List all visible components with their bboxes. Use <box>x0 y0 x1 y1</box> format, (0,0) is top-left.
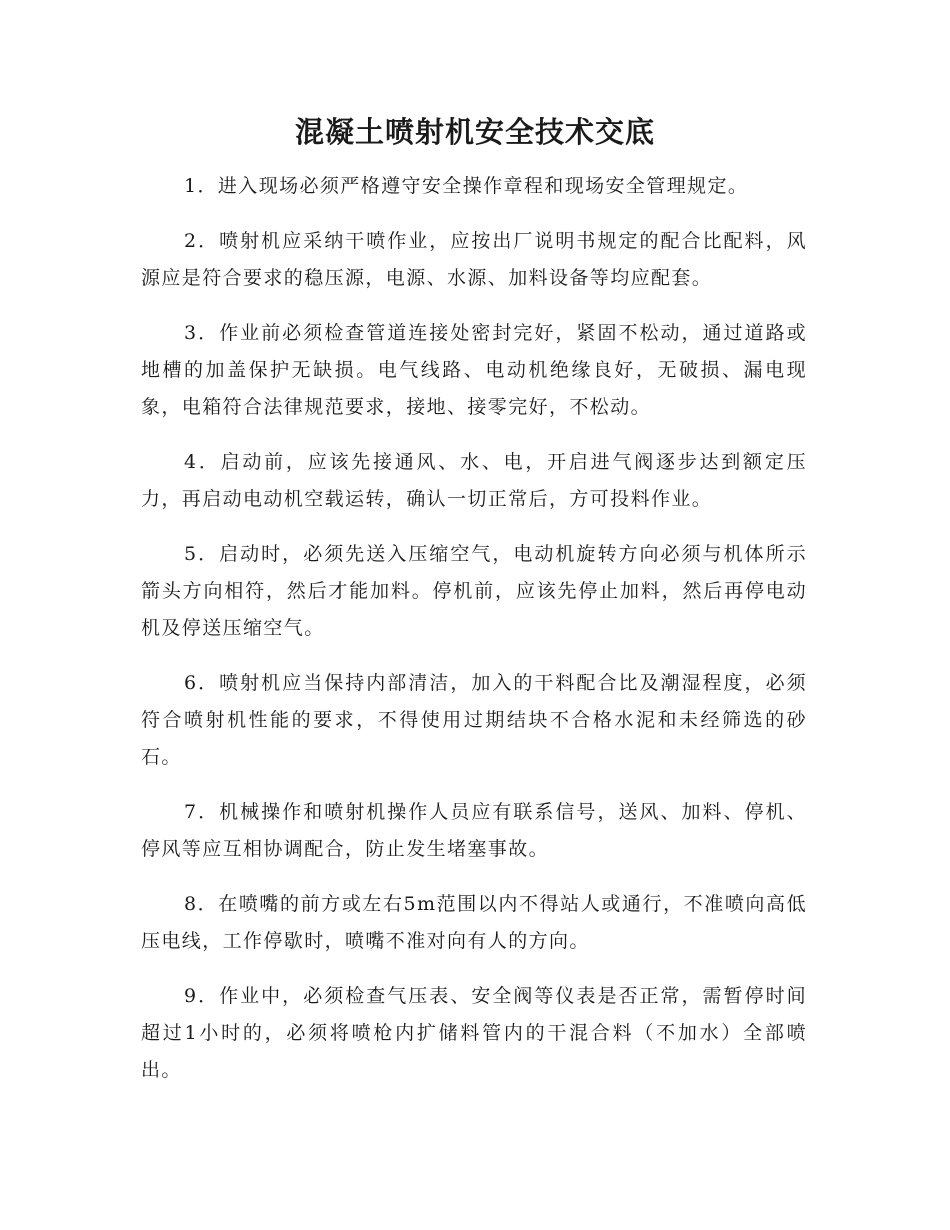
paragraph-list <box>141 168 807 1107</box>
paragraph-item-3: 3．作业前必须检查管道连接处密封完好，紧固不松动，通过道路或地槽的加盖保护无缺损。电气线路、电动机绝缘良好，无破损、漏电现象，电箱符合法律规范要求，接地、接零完好，不松动。 <box>141 322 807 418</box>
paragraph-item-5: 5．启动时，必须先送入压缩空气，电动机旋转方向必须与机体所示箭头方向相符，然后才能加料。停机前，应该先停止加料，然后再停电动机及停送压缩空气。 <box>141 543 807 639</box>
page-title: 混凝土喷射机安全技术交底 <box>294 115 655 149</box>
paragraph-item-9: 9．作业中，必须检查气压表、安全阀等仪表是否正常，需暂停时间超过1小时的，必须将喷枪内扩储料管内的干混合料（不加水）全部喷出。 <box>141 985 807 1081</box>
paragraph-item-2: 2．喷射机应采纳干喷作业，应按出厂说明书规定的配合比配料，风源应是符合要求的稳压源，电源、水源、加料设备等均应配套。 <box>141 230 807 289</box>
paragraph-item-6: 6．喷射机应当保持内部清洁，加入的干料配合比及潮湿程度，必须符合喷射机性能的要求，不得使用过期结块不合格水泥和未经筛选的砂石。 <box>141 672 807 768</box>
paragraph-item-8: 8．在喷嘴的前方或左右5m范围以内不得站人或通行，不准喷向高低压电线，工作停歇时，喷嘴不准对向有人的方向。 <box>141 893 807 952</box>
paragraph-item-1: 1．进入现场必须严格遵守安全操作章程和现场安全管理规定。 <box>184 175 749 197</box>
paragraph-item-4: 4．启动前，应该先接通风、水、电，开启进气阀逐步达到额定压力，再启动电动机空载运转，确认一切正常后，方可投料作业。 <box>141 451 807 510</box>
paragraph-item-7: 7．机械操作和喷射机操作人员应有联系信号，送风、加料、停机、停风等应互相协调配合，防止发生堵塞事故。 <box>141 801 807 860</box>
